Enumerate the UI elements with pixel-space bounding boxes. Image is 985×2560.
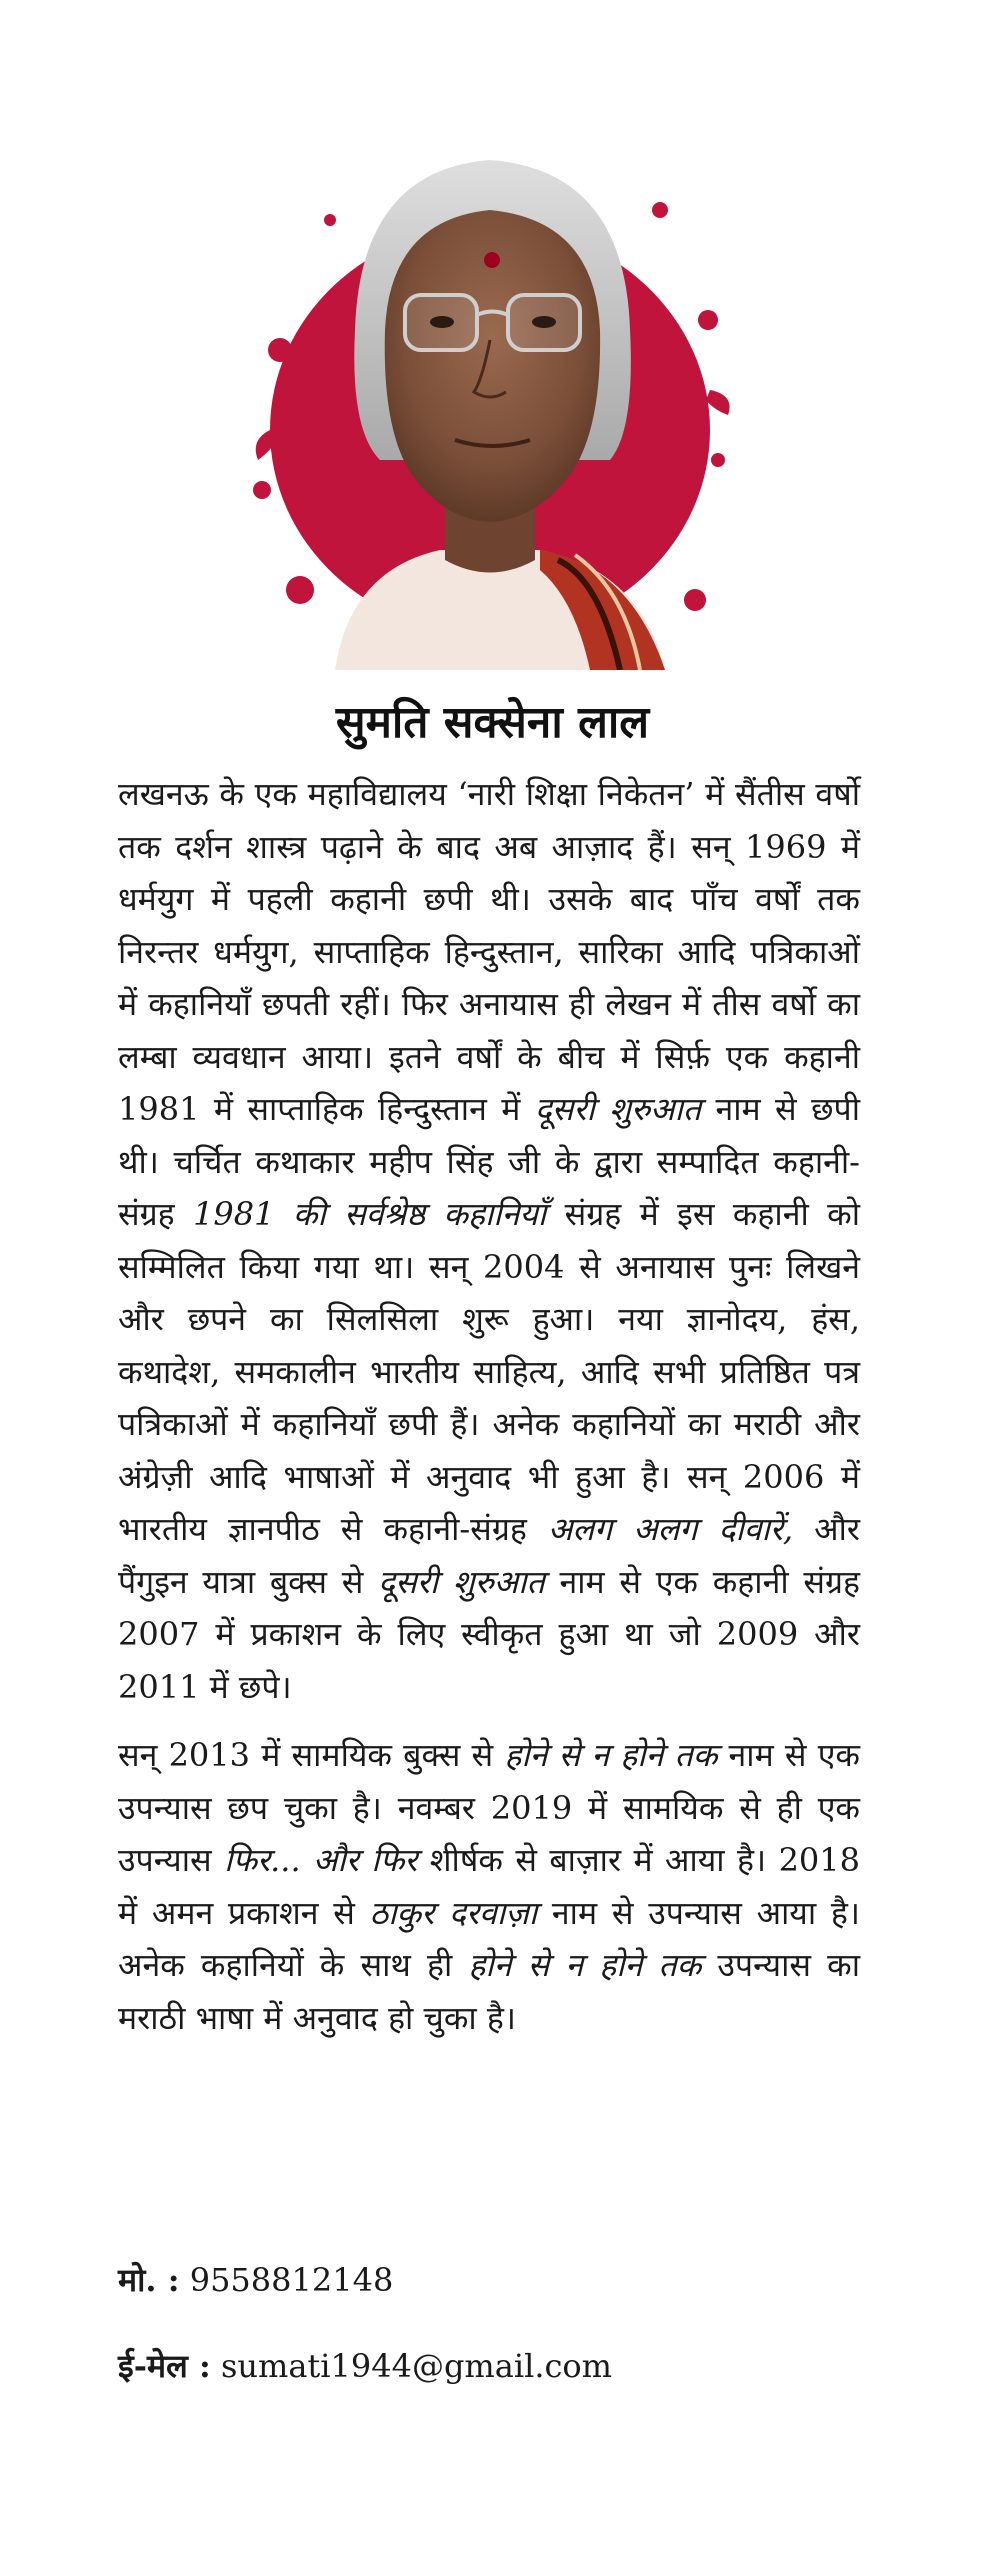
author-name: सुमति सक्सेना लाल [335, 697, 650, 748]
book-title-dusri-shuruaat-collection: दूसरी शुरुआत [378, 1562, 545, 1601]
book-title-phir-aur-phir: फिर... और फिर [224, 1841, 418, 1879]
book-title-hone-se-na-hone-tak-translation: होने से न होने तक [468, 1946, 702, 1984]
email-label: ई-मेल : [118, 2347, 211, 2385]
author-photo-illustration [240, 130, 740, 670]
contact-phone [118, 2258, 393, 2301]
bio-paragraph-1: लखनऊ के एक महाविद्यालय ‘नारी शिक्षा निकेतन’ में सैंतीस वर्षो तक दर्शन शास्त्र पढ़ाने के बाद अब आज़ाद हैं। सन् 1969 में धर्मयुग में पहली कहानी छपी थी। उसके बाद पाँच वर्षों तक निरन्तर धर्मयुग, साप्ताहिक हिन्दुस्तान, सारिका आदि पत्रिकाओं में कहानियाँ छपती रहीं। फिर अनायास ही लेखन में तीस वर्षो का लम्बा व्यवधान आया। इतने वर्षों के बीच में सिर्फ़ एक कहानी 1981 में साप्ताहिक हिन्दुस्तान में दूसरी शुरुआत नाम से छपी थी। चर्चित कथाकार महीप सिंह जी के द्वारा सम्पादित कहानी-संग्रह 1981 की सर्वश्रेष्ठ कहानियाँ संग्रह में इस कहानी को सम्मिलित किया गया था। सन् 2004 से अनायास पुनः लिखने और छपने का सिलसिला शुरू हुआ। नया ज्ञानोदय, हंस, कथादेश, समकालीन भारतीय साहित्य, आदि सभी प्रतिष्ठित पत्र पत्रिकाओं में कहानियाँ छपी हैं। अनेक कहानियों का मराठी और अंग्रेज़ी आदि भाषाओं में अनुवाद भी हुआ है। सन् 2006 में भारतीय ज्ञानपीठ से कहानी-संग्रह अलग अलग दीवारें, और पैंगुइन यात्रा बुक्स से दूसरी शुरुआत नाम से एक कहानी संग्रह 2007 में प्रकाशन के लिए स्वीकृत हुआ था जो 2009 और 2011 में छपे। [118, 775, 861, 1706]
book-title-dusri-shuruaat: दूसरी शुरुआत [534, 1090, 702, 1128]
phone-label: मो. : [118, 2261, 180, 2299]
book-title-hone-se-na-hone-tak: होने से न होने तक [504, 1736, 718, 1774]
author-bio [118, 768, 860, 2044]
book-title-thakur-darwaza: ठाकुर दरवाज़ा [369, 1893, 538, 1932]
phone-number: 9558812148 [189, 2261, 394, 2299]
contact-email [118, 2344, 612, 2387]
email-address: sumati1944@gmail.com [220, 2347, 613, 2385]
book-title-alag-alag-deewaren: अलग अलग दीवारें, [547, 1510, 794, 1548]
bio-paragraph-2: सन् 2013 में सामयिक बुक्स से होने से न होने तक नाम से एक उपन्यास छप चुका है। नवम्बर 2019 में सामयिक से ही एक उपन्यास फिर... और फिर शीर्षक से बाज़ार में आया है। 2018 में अमन प्रकाशन से ठाकुर दरवाज़ा नाम से उपन्यास आया है। अनेक कहानियों के साथ ही होने से न होने तक उपन्यास का मराठी भाषा में अनुवाद हो चुका है। [118, 1736, 861, 2037]
author-portrait [240, 130, 740, 670]
bindi [484, 252, 500, 268]
book-title-1981-anthology: 1981 की सर्वश्रेष्ठ कहानियाँ [193, 1195, 547, 1233]
